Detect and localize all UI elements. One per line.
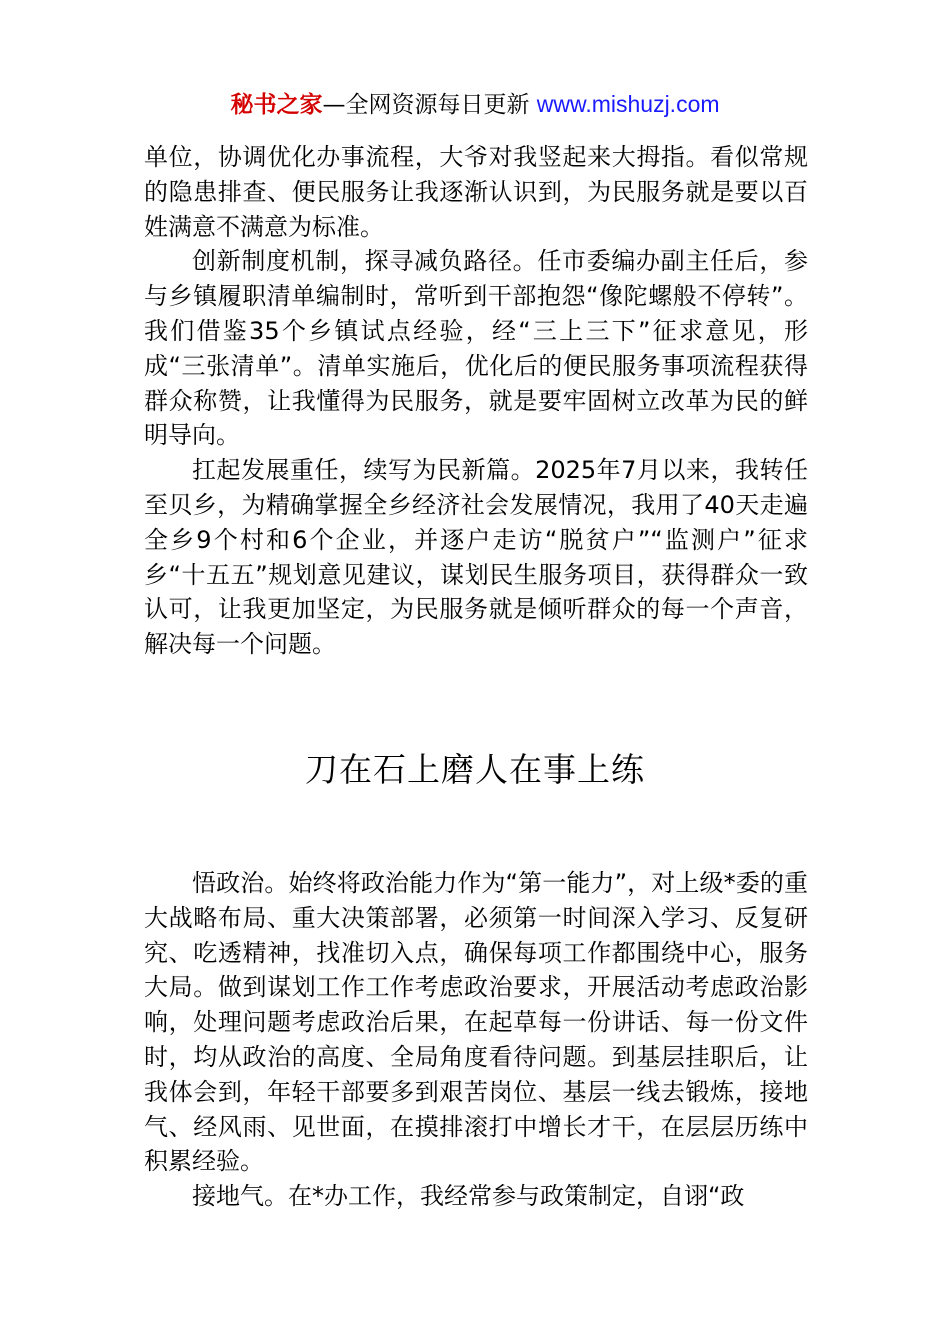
paragraph-continued: 单位，协调优化办事流程，大爷对我竖起来大拇指。看似常规的隐患排查、便民服务让我逐渐认识到，为民服务就是要以百姓满意不满意为标准。 bbox=[144, 143, 808, 241]
section-title: 刀在石上磨人在事上练 bbox=[305, 750, 645, 789]
site-header bbox=[0, 88, 950, 121]
paragraph: 接地气。在*办工作，我经常参与政策制定，自诩“政 bbox=[192, 1182, 745, 1211]
paragraph: 扛起发展重任，续写为民新篇。2025年7月以来，我转任至贝乡，为精确掌握全乡经济社会发展情况，我用了40天走遍全乡9个村和6个企业，并逐户走访“脱贫户”“监测户”征求乡“十五五”规划意见建议，谋划民生服务项目，获得群众一致认可，让我更加坚定，为民服务就是倾听群众的每一个声音，解决每一个问题。 bbox=[144, 456, 808, 659]
site-url-link[interactable]: www.mishuzj.com bbox=[536, 91, 720, 117]
brand-name: 秘书之家 bbox=[230, 92, 323, 118]
section2-body bbox=[144, 866, 808, 1214]
paragraph: 悟政治。始终将政治能力作为“第一能力”，对上级*委的重大战略布局、重大决策部署，必须第一时间深入学习、反复研究、吃透精神，找准切入点，确保每项工作都围绕中心，服务大局。做到谋划工作工作考虑政治要求，开展活动考虑政治影响，处理问题考虑政治后果，在起草每一份讲话、每一份文件时，均从政治的高度、全局角度看待问题。到基层挂职后，让我体会到，年轻干部要多到艰苦岗位、基层一线去锻炼，接地气、经风雨、见世面，在摸排滚打中增长才干，在层层历练中积累经验。 bbox=[144, 869, 808, 1176]
header-tagline: —全网资源每日更新 bbox=[322, 92, 537, 118]
section1-body bbox=[144, 140, 808, 662]
paragraph: 创新制度机制，探寻减负路径。任市委编办副主任后，参与乡镇履职清单编制时，常听到干部抱怨“像陀螺般不停转”。我们借鉴35个乡镇试点经验，经“三上三下”征求意见，形成“三张清单”。清单实施后，优化后的便民服务事项流程获得群众称赞，让我懂得为民服务，就是要牢固树立改革为民的鲜明导向。 bbox=[144, 247, 808, 450]
